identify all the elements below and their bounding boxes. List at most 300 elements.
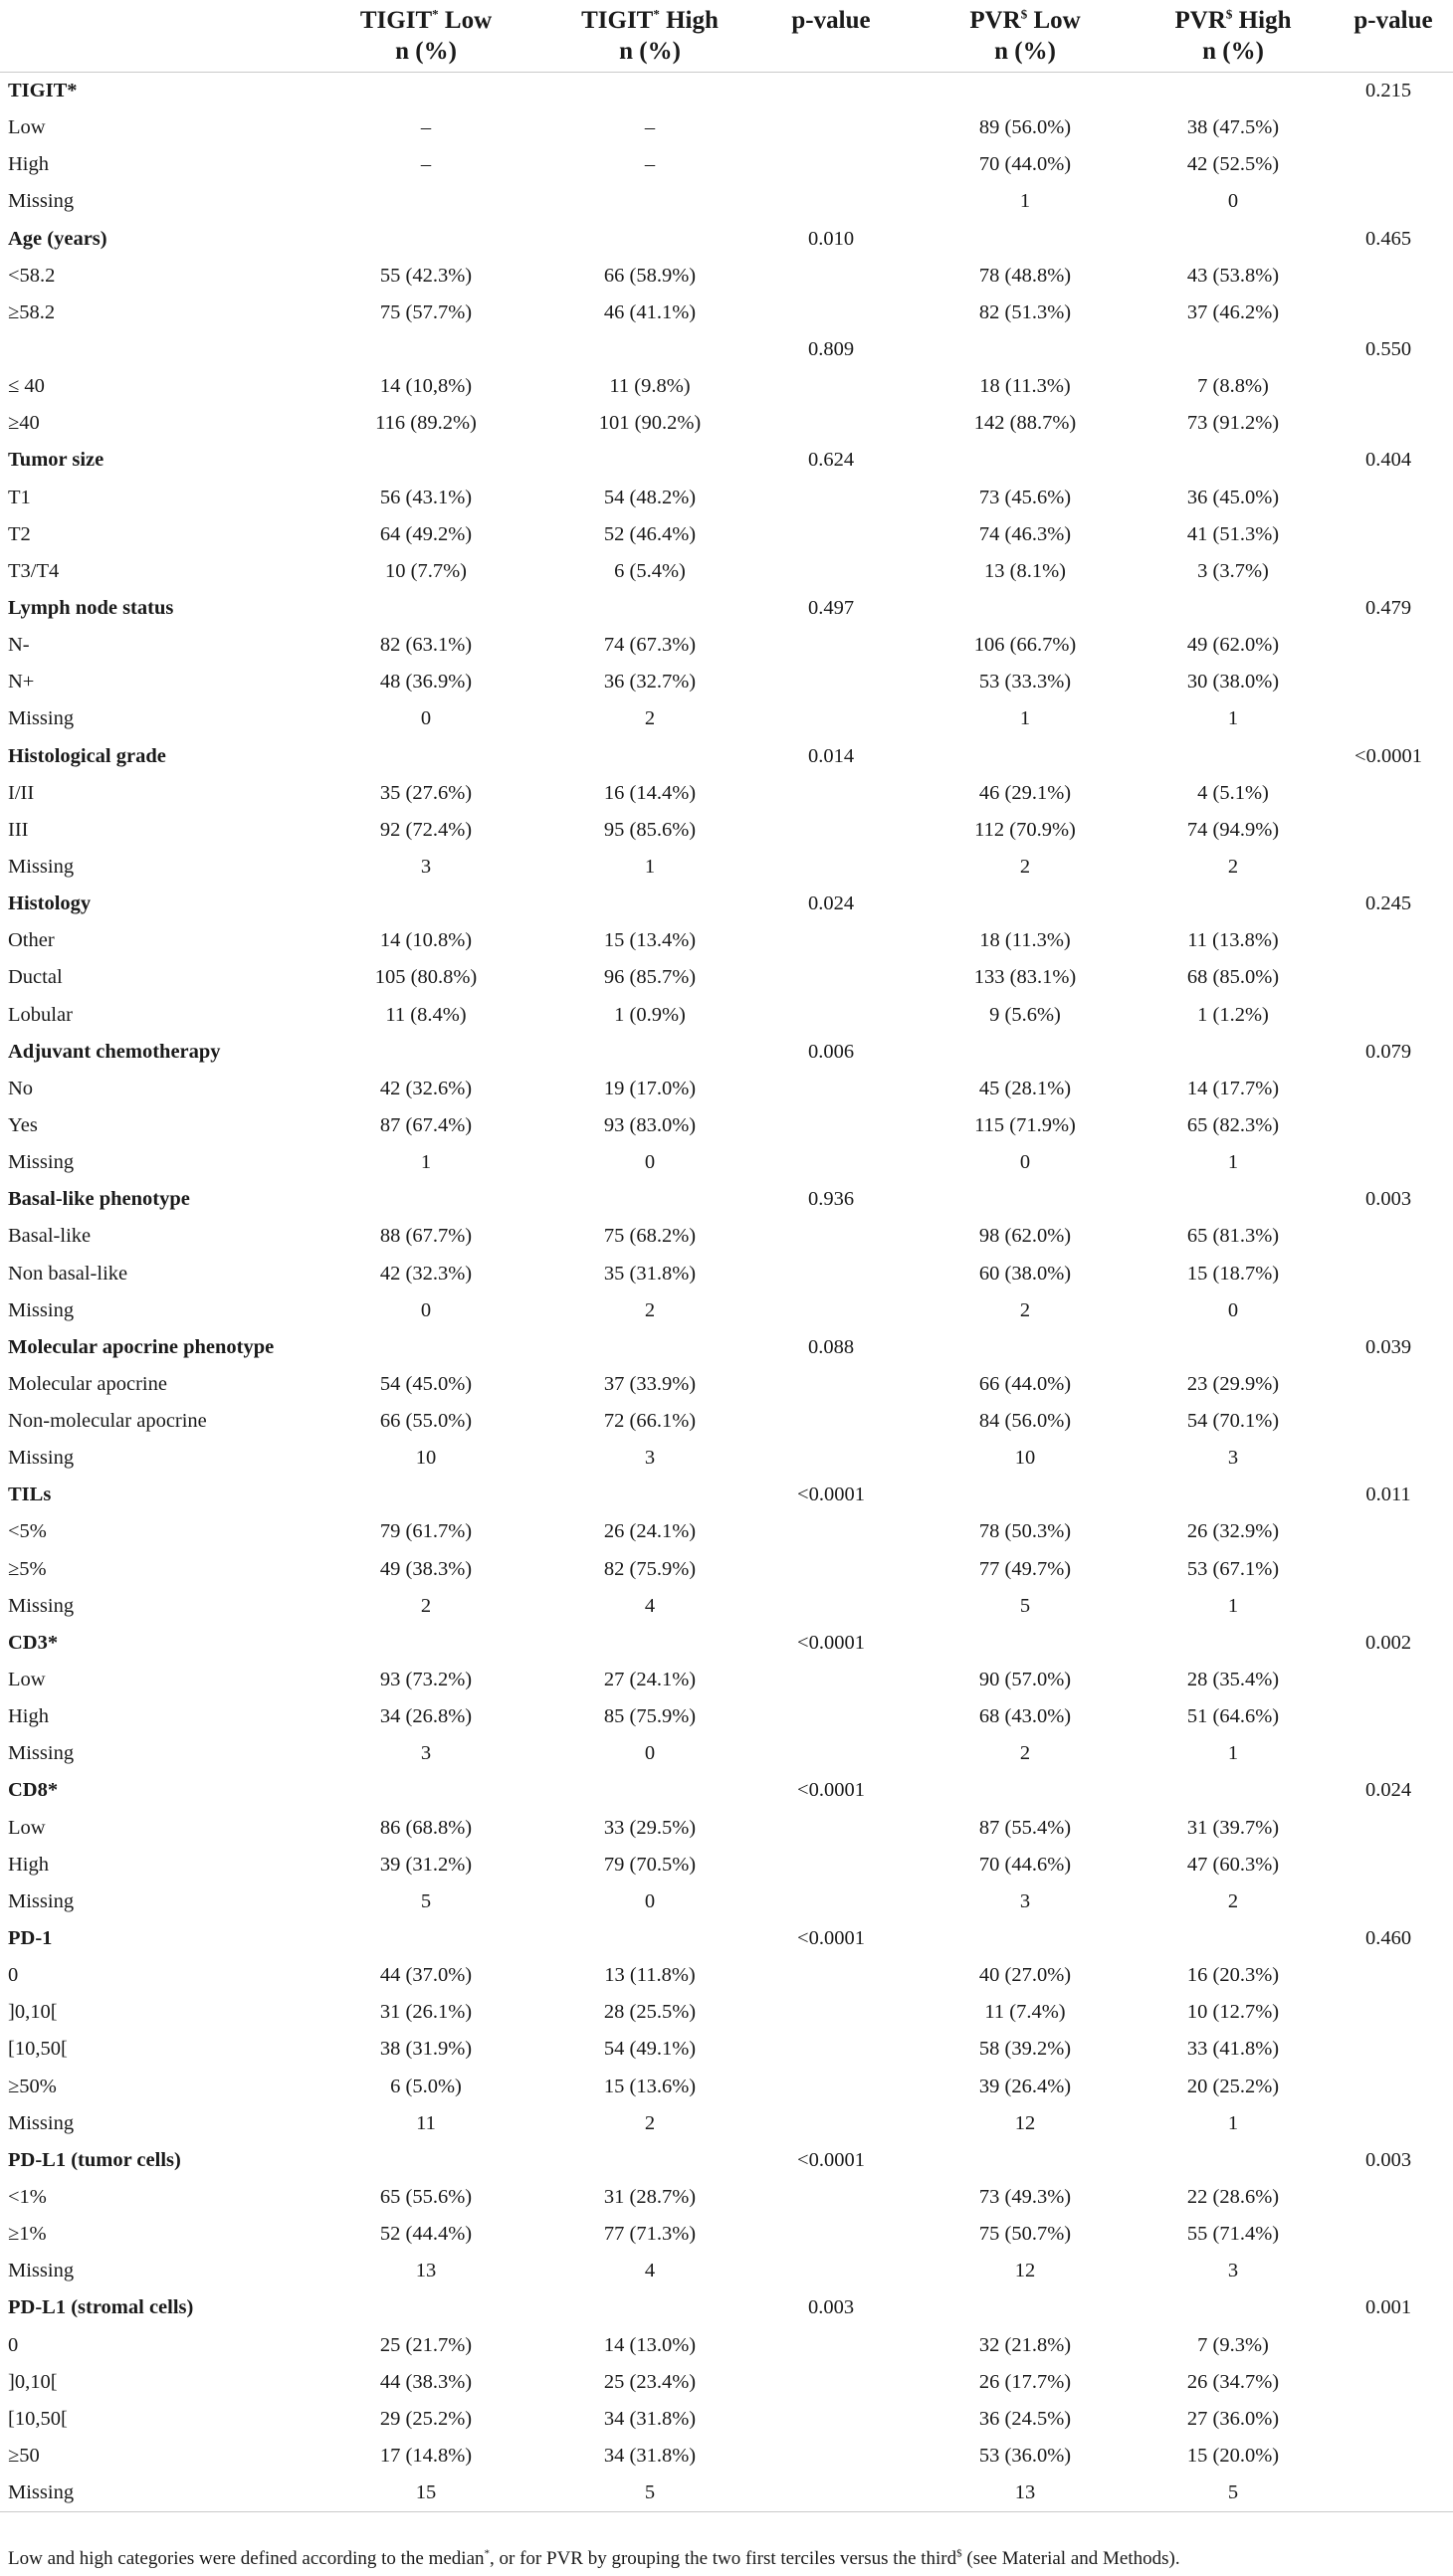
- table-row: [0, 1403, 1453, 1440]
- cell-pvr-low: 87 (55.4%): [978, 1816, 1072, 1839]
- row-label: Missing: [8, 855, 75, 878]
- table-row: [0, 2179, 1453, 2216]
- cell-pvr-low: 26 (17.7%): [978, 2370, 1072, 2393]
- cell-pvr-high: 3: [1227, 1447, 1239, 1470]
- cell-pvr-low: 89 (56.0%): [978, 116, 1072, 139]
- cell-pvr-low: 10: [1014, 1447, 1036, 1470]
- cell-tigit-high: 13 (11.8%): [604, 1964, 696, 1987]
- cell-tigit-high: 77 (71.3%): [603, 2223, 697, 2246]
- row-label: Age (years): [8, 227, 107, 250]
- row-label: PD-L1 (stromal cells): [8, 2296, 194, 2319]
- cell-tigit-high: 72 (66.1%): [603, 1410, 697, 1433]
- cell-tigit-high: –: [644, 116, 656, 139]
- header-tigit-low: [331, 5, 520, 67]
- p-value-tigit: <0.0001: [797, 1927, 865, 1950]
- header-tigit-high-title: TIGIT: [581, 7, 654, 34]
- cell-tigit-low: 35 (27.6%): [379, 781, 473, 804]
- p-value-tigit: <0.0001: [797, 1631, 865, 1654]
- table-row: [0, 2327, 1453, 2364]
- cell-pvr-low: 75 (50.7%): [978, 2223, 1072, 2246]
- p-value-pvr: <0.0001: [1354, 744, 1422, 767]
- cell-pvr-high: 1 (1.2%): [1197, 1003, 1269, 1026]
- row-label: T2: [8, 522, 31, 545]
- cell-pvr-low: 5: [1019, 1594, 1031, 1617]
- cell-pvr-high: 11 (13.8%): [1187, 929, 1279, 952]
- footnote-text-1: Low and high categories were defined according to the median: [8, 2548, 485, 2569]
- row-label: High: [8, 1705, 49, 1728]
- p-value-tigit: <0.0001: [797, 1779, 865, 1802]
- cell-pvr-high: 1: [1227, 707, 1239, 730]
- cell-pvr-low: 133 (83.1%): [973, 966, 1077, 989]
- cell-tigit-high: 16 (14.4%): [603, 781, 697, 804]
- row-label: 0: [8, 2333, 19, 2356]
- cell-tigit-high: 2: [644, 707, 656, 730]
- cell-tigit-high: 27 (24.1%): [603, 1669, 697, 1691]
- row-label: ≥40: [8, 412, 40, 435]
- table-row: [0, 2031, 1453, 2068]
- cell-pvr-low: 74 (46.3%): [978, 522, 1072, 545]
- section-row: [0, 1034, 1453, 1071]
- table-row: [0, 1440, 1453, 1477]
- cell-pvr-low: 98 (62.0%): [978, 1225, 1072, 1248]
- cell-tigit-high: 95 (85.6%): [603, 818, 697, 841]
- cell-tigit-high: 28 (25.5%): [603, 2001, 697, 2024]
- cell-pvr-low: 142 (88.7%): [973, 412, 1077, 435]
- cell-tigit-high: 46 (41.1%): [603, 300, 697, 323]
- cell-tigit-high: 14 (13.0%): [603, 2333, 697, 2356]
- table-row: [0, 1847, 1453, 1883]
- cell-pvr-high: 65 (82.3%): [1186, 1113, 1280, 1136]
- section-row: [0, 1772, 1453, 1809]
- cell-pvr-high: 4 (5.1%): [1197, 781, 1269, 804]
- cell-pvr-high: 0: [1227, 1298, 1239, 1321]
- cell-pvr-high: 0: [1227, 190, 1239, 213]
- row-label: Basal-like: [8, 1225, 92, 1248]
- cell-tigit-low: 44 (38.3%): [379, 2370, 473, 2393]
- cell-pvr-low: 1: [1019, 707, 1031, 730]
- row-label: Tumor size: [8, 449, 104, 472]
- table-row: [0, 1513, 1453, 1550]
- table-footnote: [8, 2547, 1180, 2571]
- p-value-pvr: 0.039: [1364, 1335, 1412, 1358]
- cell-pvr-low: 9 (5.6%): [989, 1003, 1061, 1026]
- cell-pvr-low: 13: [1014, 2481, 1036, 2504]
- row-label: <5%: [8, 1520, 47, 1543]
- p-value-pvr: 0.002: [1364, 1631, 1412, 1654]
- cell-pvr-high: 33 (41.8%): [1186, 2038, 1280, 2061]
- row-label: TIGIT*: [8, 80, 78, 101]
- row-label: Missing: [8, 1742, 75, 1765]
- row-label: CD8*: [8, 1779, 59, 1802]
- table-row: [0, 368, 1453, 405]
- section-row: [0, 1181, 1453, 1218]
- row-label: No: [8, 1077, 34, 1099]
- cell-tigit-low: 105 (80.8%): [374, 966, 478, 989]
- p-value-tigit: 0.010: [807, 227, 855, 250]
- section-row: [0, 738, 1453, 775]
- header-pvr-low-suffix: Low: [1027, 7, 1081, 34]
- cell-tigit-high: 4: [644, 1594, 656, 1617]
- cell-tigit-low: 42 (32.6%): [379, 1077, 473, 1099]
- cell-pvr-high: 65 (81.3%): [1186, 1225, 1280, 1248]
- cell-pvr-high: 54 (70.1%): [1186, 1410, 1280, 1433]
- row-label: ≤ 40: [8, 375, 45, 398]
- header-tigit-low-mark: *: [432, 6, 439, 22]
- row-label: ≥5%: [8, 1557, 47, 1580]
- cell-tigit-low: 52 (44.4%): [379, 2223, 473, 2246]
- cell-tigit-high: 0: [644, 1742, 656, 1765]
- cell-pvr-high: 41 (51.3%): [1186, 522, 1280, 545]
- cell-pvr-low: 73 (49.3%): [978, 2186, 1072, 2209]
- header-tigit-high-suffix: High: [659, 7, 719, 34]
- cell-tigit-high: 0: [644, 1889, 656, 1912]
- cell-pvr-high: 31 (39.7%): [1186, 1816, 1280, 1839]
- cell-tigit-low: 13: [415, 2260, 437, 2282]
- table-row: [0, 664, 1453, 700]
- cell-pvr-high: 37 (46.2%): [1186, 300, 1280, 323]
- table-row: [0, 295, 1453, 331]
- cell-tigit-low: 10: [415, 1447, 437, 1470]
- cell-pvr-high: 28 (35.4%): [1186, 1669, 1280, 1691]
- row-label: I/II: [8, 781, 35, 804]
- header-pvalue-tigit-title: p-value: [791, 7, 871, 34]
- row-label: TILs: [8, 1484, 52, 1506]
- table-row: [0, 2105, 1453, 2142]
- cell-tigit-high: 5: [644, 2481, 656, 2504]
- cell-tigit-low: 39 (31.2%): [379, 1853, 473, 1876]
- cell-pvr-high: 15 (20.0%): [1186, 2445, 1280, 2467]
- cell-tigit-high: 34 (31.8%): [603, 2445, 697, 2467]
- cell-pvr-low: 77 (49.7%): [978, 1557, 1072, 1580]
- cell-tigit-high: 25 (23.4%): [603, 2370, 697, 2393]
- cell-tigit-high: 11 (9.8%): [609, 375, 691, 398]
- cell-pvr-low: 3: [1019, 1889, 1031, 1912]
- section-row: [0, 73, 1453, 109]
- cell-tigit-low: 25 (21.7%): [379, 2333, 473, 2356]
- cell-tigit-low: 0: [420, 707, 432, 730]
- cell-tigit-low: 49 (38.3%): [379, 1557, 473, 1580]
- cell-tigit-low: 11 (8.4%): [385, 1003, 467, 1026]
- p-value-tigit: 0.024: [807, 892, 855, 915]
- cell-tigit-low: 6 (5.0%): [390, 2075, 462, 2097]
- cell-pvr-low: 18 (11.3%): [979, 929, 1071, 952]
- row-label: Non basal-like: [8, 1262, 128, 1285]
- table-row: [0, 2069, 1453, 2105]
- table-row: [0, 405, 1453, 442]
- row-label: Histological grade: [8, 744, 166, 767]
- row-label: Missing: [8, 1447, 75, 1470]
- row-label: <58.2: [8, 264, 56, 287]
- cell-tigit-low: –: [420, 153, 432, 176]
- cell-tigit-high: 101 (90.2%): [598, 412, 702, 435]
- cell-tigit-low: 92 (72.4%): [379, 818, 473, 841]
- cell-pvr-high: 1: [1227, 2111, 1239, 2134]
- table-row: [0, 1735, 1453, 1772]
- cell-tigit-low: 48 (36.9%): [379, 671, 473, 694]
- cell-tigit-low: 10 (7.7%): [385, 559, 467, 582]
- cell-pvr-low: 106 (66.7%): [973, 634, 1077, 657]
- row-label: Other: [8, 929, 55, 952]
- cell-pvr-high: 7 (8.8%): [1197, 375, 1269, 398]
- cell-pvr-high: 22 (28.6%): [1186, 2186, 1280, 2209]
- table-row: [0, 2253, 1453, 2289]
- table-row: [0, 183, 1453, 220]
- cell-tigit-low: 44 (37.0%): [379, 1964, 473, 1987]
- table-row: [0, 812, 1453, 849]
- row-label: ≥50: [8, 2445, 40, 2467]
- table-row: [0, 1698, 1453, 1735]
- table-row: [0, 146, 1453, 183]
- table-row: [0, 922, 1453, 959]
- cell-pvr-low: 13 (8.1%): [984, 559, 1066, 582]
- cell-pvr-low: 70 (44.0%): [978, 153, 1072, 176]
- row-label: Histology: [8, 892, 92, 915]
- section-row: [0, 331, 1453, 368]
- cell-tigit-low: 54 (45.0%): [379, 1372, 473, 1395]
- cell-pvr-low: 53 (33.3%): [978, 671, 1072, 694]
- section-row: [0, 590, 1453, 627]
- cell-tigit-high: 15 (13.4%): [603, 929, 697, 952]
- table-row: [0, 1957, 1453, 1994]
- row-label: ]0,10[: [8, 2370, 58, 2393]
- cell-tigit-high: 85 (75.9%): [603, 1705, 697, 1728]
- table-body: [0, 73, 1453, 2512]
- table-row: [0, 627, 1453, 664]
- cell-pvr-low: 12: [1014, 2260, 1036, 2282]
- table-row: [0, 2475, 1453, 2512]
- header-tigit-high: [555, 5, 744, 67]
- cell-tigit-high: 1 (0.9%): [614, 1003, 686, 1026]
- header-tigit-high-mark: *: [653, 6, 660, 22]
- p-value-pvr: 0.003: [1364, 2148, 1412, 2171]
- p-value-pvr: 0.001: [1364, 2296, 1412, 2319]
- row-label: PD-L1 (tumor cells): [8, 2148, 181, 2171]
- header-tigit-low-title: TIGIT: [359, 7, 433, 34]
- cell-pvr-low: 18 (11.3%): [979, 375, 1071, 398]
- footnote-mark-2: $: [956, 2547, 962, 2560]
- row-label: Missing: [8, 2111, 75, 2134]
- header-tigit-low-sub: n (%): [395, 38, 457, 65]
- p-value-pvr: 0.479: [1364, 596, 1412, 619]
- row-label: ≥58.2: [8, 300, 56, 323]
- cell-pvr-high: 73 (91.2%): [1186, 412, 1280, 435]
- row-label: Molecular apocrine: [8, 1372, 167, 1395]
- cell-pvr-high: 3 (3.7%): [1197, 559, 1269, 582]
- row-label: Basal-like phenotype: [8, 1188, 190, 1211]
- cell-tigit-low: 42 (32.3%): [379, 1262, 473, 1285]
- p-value-tigit: 0.088: [807, 1335, 855, 1358]
- table-row: [0, 849, 1453, 886]
- table-row: [0, 1107, 1453, 1144]
- cell-tigit-high: 2: [644, 1298, 656, 1321]
- table-row: [0, 2401, 1453, 2438]
- cell-tigit-high: 36 (32.7%): [603, 671, 697, 694]
- table-row: [0, 775, 1453, 812]
- table-row: [0, 700, 1453, 737]
- cell-pvr-high: 49 (62.0%): [1186, 634, 1280, 657]
- table-row: [0, 959, 1453, 996]
- cell-pvr-low: 2: [1019, 1742, 1031, 1765]
- cell-pvr-high: 43 (53.8%): [1186, 264, 1280, 287]
- cell-tigit-high: 15 (13.6%): [603, 2075, 697, 2097]
- row-label: Missing: [8, 1151, 75, 1174]
- row-label: Non-molecular apocrine: [8, 1410, 207, 1433]
- cell-tigit-high: 3: [644, 1447, 656, 1470]
- cell-tigit-high: 52 (46.4%): [603, 522, 697, 545]
- cell-pvr-low: 12: [1014, 2111, 1036, 2134]
- cell-tigit-low: 66 (55.0%): [379, 1410, 473, 1433]
- cell-pvr-low: 39 (26.4%): [978, 2075, 1072, 2097]
- section-row: [0, 2289, 1453, 2326]
- cell-pvr-low: 90 (57.0%): [978, 1669, 1072, 1691]
- header-pvr-high-suffix: High: [1232, 7, 1292, 34]
- cell-tigit-high: 79 (70.5%): [603, 1853, 697, 1876]
- cell-pvr-high: 3: [1227, 2260, 1239, 2282]
- row-label: Ductal: [8, 966, 63, 989]
- row-label: N+: [8, 671, 35, 694]
- section-row: [0, 2142, 1453, 2179]
- header-tigit-high-sub: n (%): [619, 38, 681, 65]
- table-row: [0, 258, 1453, 295]
- cell-pvr-high: 47 (60.3%): [1186, 1853, 1280, 1876]
- cell-pvr-low: 58 (39.2%): [978, 2038, 1072, 2061]
- cell-tigit-low: 38 (31.9%): [379, 2038, 473, 2061]
- cell-tigit-high: 66 (58.9%): [603, 264, 697, 287]
- table-row: [0, 516, 1453, 553]
- cell-pvr-low: 82 (51.3%): [978, 300, 1072, 323]
- cell-pvr-low: 78 (50.3%): [978, 1520, 1072, 1543]
- footnote-text-3: (see Material and Methods).: [961, 2548, 1180, 2569]
- p-value-tigit: 0.936: [807, 1188, 855, 1211]
- cell-pvr-high: 20 (25.2%): [1186, 2075, 1280, 2097]
- row-label: Yes: [8, 1113, 38, 1136]
- table-row: [0, 1662, 1453, 1698]
- cell-pvr-low: 112 (70.9%): [974, 818, 1076, 841]
- cell-tigit-low: 56 (43.1%): [379, 486, 473, 508]
- header-pvr-high-title: PVR: [1174, 7, 1226, 34]
- cell-pvr-low: 36 (24.5%): [978, 2407, 1072, 2430]
- table-row: [0, 1256, 1453, 1292]
- cell-pvr-high: 1: [1227, 1742, 1239, 1765]
- cell-pvr-high: 38 (47.5%): [1186, 116, 1280, 139]
- cell-pvr-high: 14 (17.7%): [1186, 1077, 1280, 1099]
- section-row: [0, 1329, 1453, 1366]
- cell-tigit-low: 34 (26.8%): [379, 1705, 473, 1728]
- p-value-tigit: 0.006: [807, 1040, 855, 1063]
- table-row: [0, 2438, 1453, 2475]
- cell-tigit-low: 3: [420, 855, 432, 878]
- p-value-pvr: 0.245: [1364, 892, 1412, 915]
- cell-pvr-high: 16 (20.3%): [1186, 1964, 1280, 1987]
- p-value-pvr: 0.465: [1364, 227, 1412, 250]
- cell-tigit-high: 33 (29.5%): [603, 1816, 697, 1839]
- cell-tigit-low: 5: [420, 1889, 432, 1912]
- row-label: 0: [8, 1964, 19, 1987]
- section-row: [0, 442, 1453, 479]
- cell-tigit-low: 15: [415, 2481, 437, 2504]
- cell-pvr-low: 78 (48.8%): [978, 264, 1072, 287]
- cell-tigit-high: 93 (83.0%): [603, 1113, 697, 1136]
- footnote-mark-1: *: [484, 2547, 491, 2560]
- cell-pvr-high: 26 (34.7%): [1186, 2370, 1280, 2393]
- row-label: [10,50[: [8, 2407, 68, 2430]
- cell-pvr-low: 60 (38.0%): [978, 1262, 1072, 1285]
- section-row: [0, 221, 1453, 258]
- header-pvr-low-mark: $: [1020, 6, 1028, 22]
- cell-tigit-low: 116 (89.2%): [375, 412, 477, 435]
- p-value-pvr: 0.550: [1364, 337, 1412, 360]
- cell-pvr-low: 2: [1019, 855, 1031, 878]
- cell-tigit-low: 88 (67.7%): [379, 1225, 473, 1248]
- row-label: ≥1%: [8, 2223, 47, 2246]
- cell-pvr-low: 1: [1019, 190, 1031, 213]
- row-label: ≥50%: [8, 2075, 57, 2097]
- cell-pvr-low: 53 (36.0%): [978, 2445, 1072, 2467]
- row-label: Lobular: [8, 1003, 73, 1026]
- p-value-tigit: 0.003: [807, 2296, 855, 2319]
- section-row: [0, 886, 1453, 922]
- row-label: Lymph node status: [8, 596, 174, 619]
- cell-pvr-high: 2: [1227, 1889, 1239, 1912]
- row-label: CD3*: [8, 1631, 59, 1654]
- row-label: Missing: [8, 1889, 75, 1912]
- cell-tigit-low: 11: [416, 2111, 436, 2134]
- cell-pvr-low: 11 (7.4%): [984, 2001, 1066, 2024]
- table-row: [0, 1551, 1453, 1588]
- table-row: [0, 1810, 1453, 1847]
- header-pvr-low-sub: n (%): [994, 38, 1056, 65]
- cell-tigit-low: 17 (14.8%): [379, 2445, 473, 2467]
- table-row: [0, 1994, 1453, 2031]
- cell-tigit-high: 74 (67.3%): [603, 634, 697, 657]
- cell-tigit-low: 0: [420, 1298, 432, 1321]
- row-label: High: [8, 153, 49, 176]
- cell-tigit-low: 93 (73.2%): [379, 1669, 473, 1691]
- cell-tigit-low: 64 (49.2%): [379, 522, 473, 545]
- row-label: Missing: [8, 1594, 75, 1617]
- header-pvalue-tigit: [776, 5, 886, 36]
- row-label: T3/T4: [8, 559, 60, 582]
- cell-pvr-high: 55 (71.4%): [1186, 2223, 1280, 2246]
- cell-tigit-high: 26 (24.1%): [603, 1520, 697, 1543]
- cell-tigit-low: 29 (25.2%): [379, 2407, 473, 2430]
- table-row: [0, 997, 1453, 1034]
- header-pvalue-pvr-title: p-value: [1353, 7, 1433, 34]
- cell-pvr-low: 73 (45.6%): [978, 486, 1072, 508]
- cell-pvr-high: 53 (67.1%): [1186, 1557, 1280, 1580]
- cell-tigit-high: 82 (75.9%): [603, 1557, 697, 1580]
- cell-tigit-low: 1: [420, 1151, 432, 1174]
- cell-tigit-low: 14 (10,8%): [379, 375, 473, 398]
- p-value-pvr: 0.079: [1364, 1040, 1412, 1063]
- row-label: Low: [8, 1669, 46, 1691]
- table-row: [0, 1588, 1453, 1625]
- cell-pvr-high: 2: [1227, 855, 1239, 878]
- header-pvr-high-mark: $: [1225, 6, 1233, 22]
- section-row: [0, 1477, 1453, 1513]
- row-label: Low: [8, 1816, 46, 1839]
- table-row: [0, 553, 1453, 590]
- row-label: <1%: [8, 2186, 47, 2209]
- cell-tigit-high: 1: [644, 855, 656, 878]
- row-label: Low: [8, 116, 46, 139]
- header-pvalue-pvr: [1339, 5, 1448, 36]
- p-value-tigit: <0.0001: [797, 1484, 865, 1506]
- cell-tigit-high: 75 (68.2%): [603, 1225, 697, 1248]
- cell-tigit-low: 86 (68.8%): [379, 1816, 473, 1839]
- p-value-pvr: 0.003: [1364, 1188, 1412, 1211]
- cell-pvr-low: 40 (27.0%): [978, 1964, 1072, 1987]
